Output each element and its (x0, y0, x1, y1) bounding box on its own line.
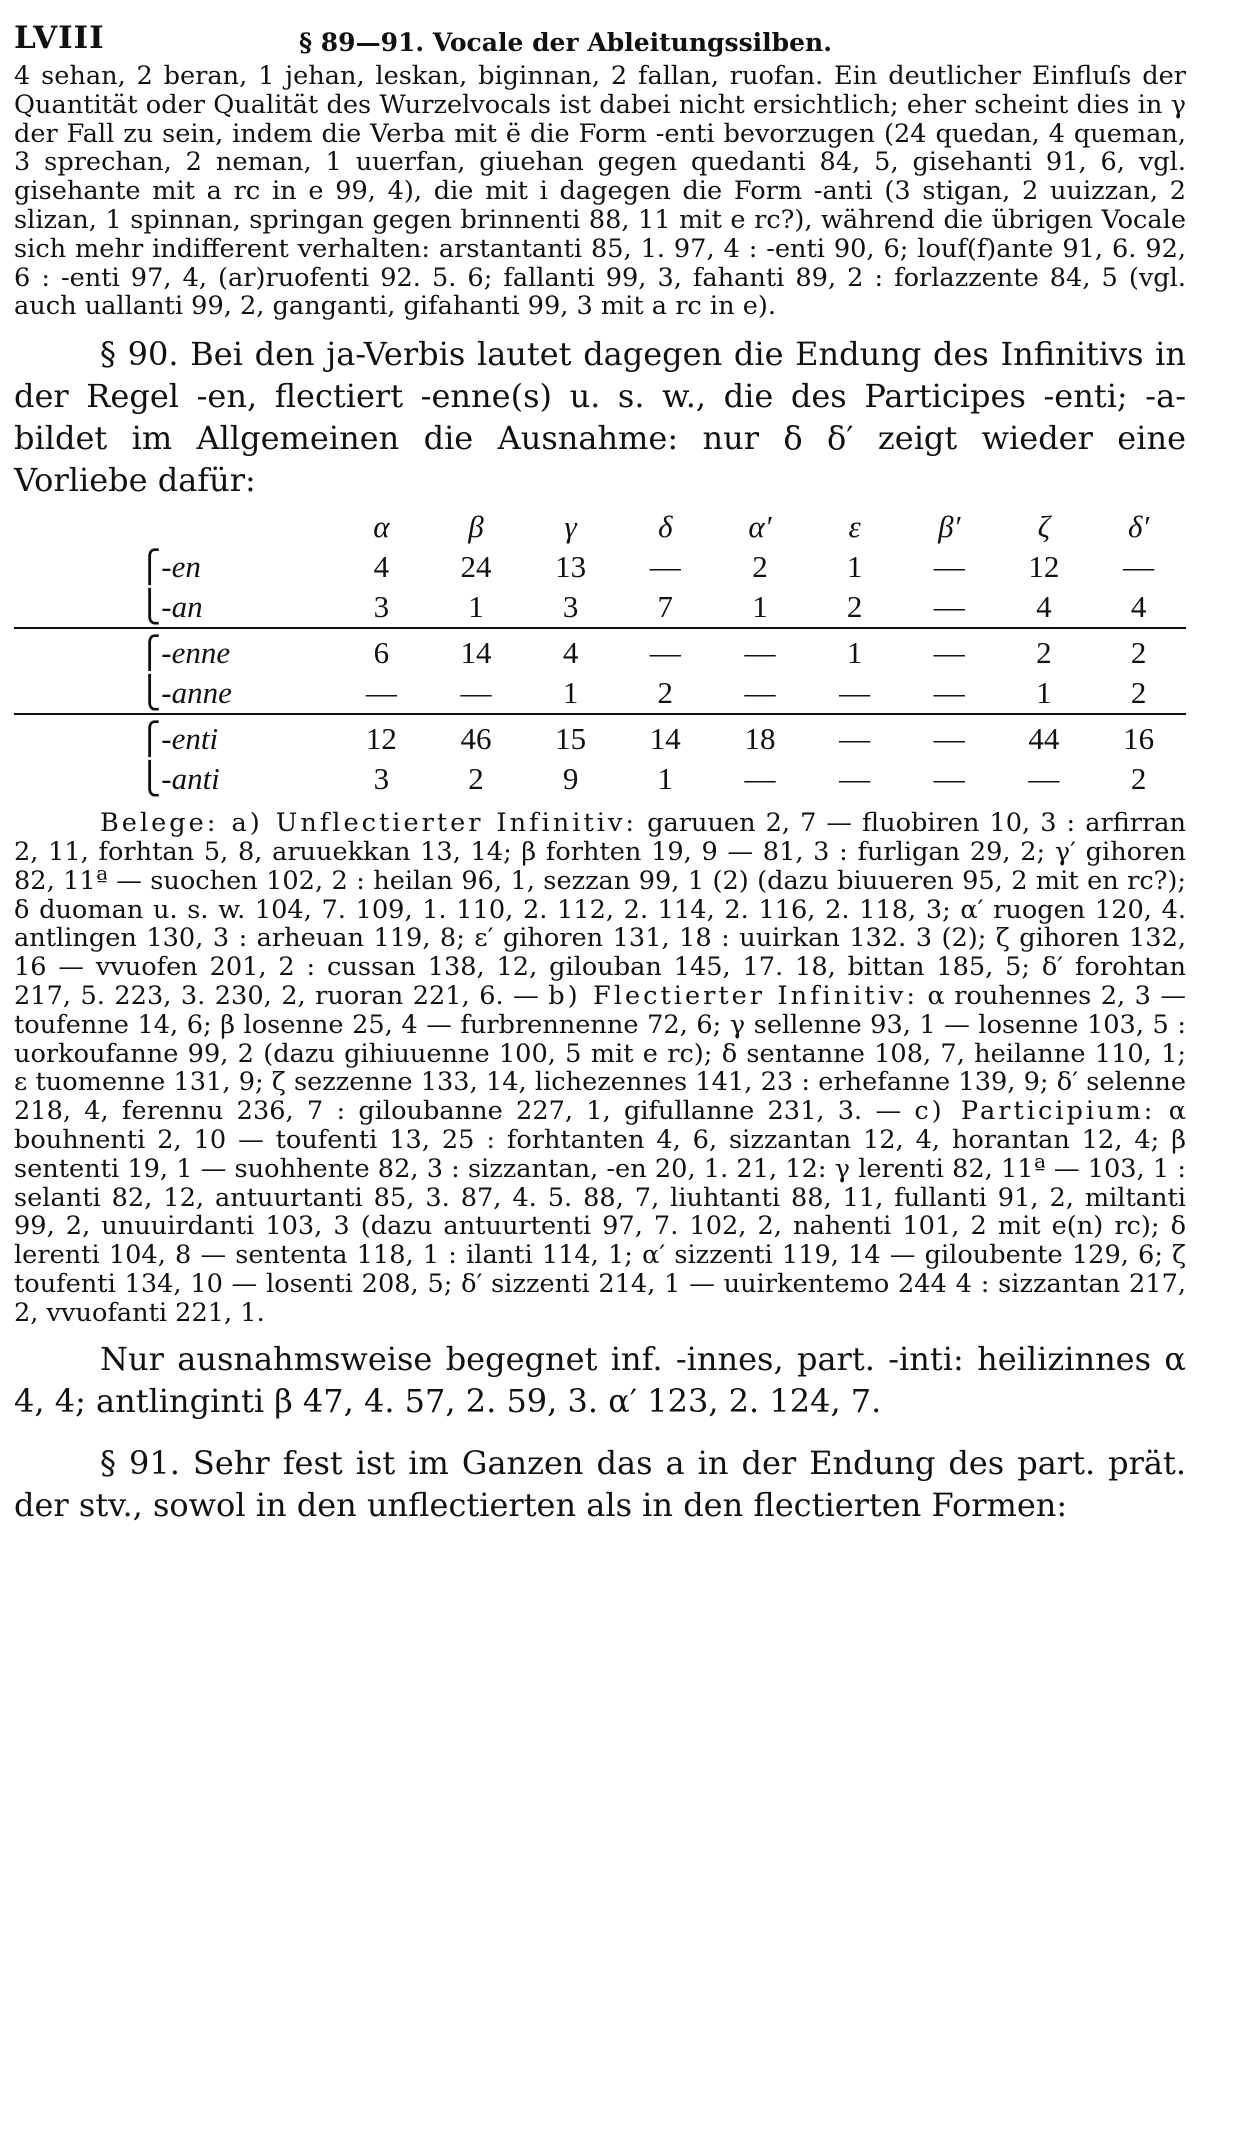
vowel-count-table (14, 507, 1186, 799)
belege-a: garuuen 2, 7 — fluobiren 10, 3 : arfirran 2, 11, forhtan 5, 8, aruuekkan 13, 14; β forhten 19, 9 — 81, 3 : furligan 29, 2; γ′ gihoren 82, 11ª — suochen 102, 2 : heilan 96, 1, sezzan 99, 1 (2) (dazu biuueren 95, 2 mit en rc?); δ duoman u. s. w. 104, 7. 109, 1. 110, 2. 112, 2. 114, 2. 116, 2. 118, 3; α′ ruogen 120, 4. antlingen 130, 3 : arheuan 119, 8; ε′ gihoren 131, 18 : uuirkan 132. 3 (2); ζ gihoren 132, 16 — vvuofen 201, 2 : cussan 138, 12, gilouban 145, 17. 18, bittan 185, 5; δ′ forohtan 217, 5. 223, 3. 230, 2, ruoran 221, 6. — (14, 808, 1187, 1011)
table-cell: 1 (429, 587, 524, 628)
row-label: ⎧-en (138, 549, 201, 585)
table-cell: 14 (460, 635, 492, 671)
table-cell: — (933, 761, 965, 797)
column-header: β′ (938, 509, 961, 545)
table-corner (14, 507, 334, 547)
table-cell: — (713, 673, 808, 714)
table-cell: — (902, 587, 997, 628)
table-cell: — (649, 549, 681, 585)
section-90-text: Bei den ja-Verbis lautet dagegen die Endung des Infinitivs in der Regel -en, flectiert -enne(s) u. s. w., die des Participes -enti; -a- bildet im Allgemeinen die Ausnahme: nur δ δ′ zeigt wieder eine Vorliebe dafür: (14, 335, 1187, 500)
row-label: ⎧-enne (138, 635, 231, 671)
section-91 (14, 1442, 1186, 1526)
section-90 (14, 333, 1186, 501)
row-label: ⎩-anti (138, 761, 220, 797)
table-row (14, 759, 1186, 799)
table-cell: — (1123, 549, 1155, 585)
column-header: β (468, 509, 484, 545)
belege-c: α bouhnenti 2, 10 — toufenti 13, 25 : forhtanten 4, 6, sizzantan 12, 4, horantan 12, 4; β sententi 19, 1 — suohhente 82, 3 : sizzantan, -en 20, 1. 21, 12: γ lerenti 82, 11ª — 103, 1 : selanti 82, 12, antuurtanti 85, 3. 87, 4. 5. 88, 7, liuhtanti 88, 11, fullanti 91, 2, miltanti 99, 2, unuuirdanti 103, 3 (dazu antuurtenti 97, 7. 102, 2, nahenti 101, 2 mit e(n) rc); δ lerenti 104, 8 — sententa 118, 1 : ilanti 114, 1; α′ sizzenti 119, 14 — giloubente 129, 6; ζ toufenti 134, 10 — losenti 208, 5; δ′ sizzenti 214, 1 — uuirkentemo 244 4 : sizzantan 217, 2, vvuofanti 221, 1. (14, 1096, 1187, 1328)
table-cell: 2 (1091, 673, 1186, 714)
belege-b-lead: b) Flectierter Infinitiv: (548, 980, 918, 1011)
table-cell: 12 (1028, 549, 1060, 585)
table-cell: — (933, 635, 965, 671)
column-header: α (373, 509, 390, 545)
table-row (14, 587, 1186, 628)
belege-lead: Belege: a) Unflectierter Infinitiv: (100, 808, 638, 839)
paragraph-top: 4 sehan, 2 beran, 1 jehan, leskan, biginnan, 2 fallan, ruofan. Ein deutlicher Einfluſs der Quantität oder Qualität des Wurzelvocals ist dabei nicht ersichtlich; eher scheint dies in γ der Fall zu sein, indem die Verba mit ë die Form -enti bevorzugen (24 quedan, 4 queman, 3 sprechan, 2 neman, 1 uuerfan, giuehan gegen quedanti 84, 5, gisehanti 91, 6, vgl. gisehante mit a rc in e 99, 4), die mit i dagegen die Form -anti (3 stigan, 2 uuizzan, 2 slizan, 1 spinnan, springan gegen brinnenti 88, 11 mit e rc?), während die übrigen Vocale sich mehr indifferent verhalten: arstantanti 85, 1. 97, 4 : -enti 90, 6; louf(f)ante 91, 6. 92, 6 : -enti 97, 4, (ar)ruofenti 92. 5. 6; fallanti 99, 3, fahanti 89, 2 : forlazzente 84, 5 (vgl. auch uallanti 99, 2, ganganti, gifahanti 99, 3 mit a rc in e). (14, 61, 1186, 322)
column-header: ζ (1037, 509, 1051, 545)
table-cell: 2 (1036, 635, 1052, 671)
table-cell: — (933, 721, 965, 757)
table-cell: — (902, 673, 997, 714)
table-cell: — (1028, 761, 1060, 797)
table-cell: 46 (460, 721, 492, 757)
table-cell: 1 (846, 635, 863, 671)
table-cell: 14 (649, 721, 681, 757)
table-cell: 12 (365, 721, 397, 757)
table-cell: 2 (1130, 635, 1147, 671)
table-cell: 3 (523, 587, 618, 628)
column-header: α′ (748, 509, 772, 545)
table-cell: — (839, 721, 871, 757)
table-cell: 2 (807, 587, 902, 628)
table-cell: 44 (1028, 721, 1060, 757)
table-cell: 4 (997, 587, 1092, 628)
section-91-text: Sehr fest ist im Ganzen das a in der Endung des part. prät. der stv., sowol in den unflectierten als in den flectierten Formen: (14, 1443, 1187, 1524)
row-label: ⎧-enti (138, 721, 219, 757)
column-header: ε (848, 509, 861, 545)
table-cell: 2 (1130, 761, 1147, 797)
table-cell: 1 (846, 549, 863, 585)
table-cell: — (839, 761, 871, 797)
table-cell: — (649, 635, 681, 671)
row-label: ⎩-anne (14, 673, 334, 714)
running-title: § 89—91. Vocale der Ableitungssilben. (299, 28, 832, 57)
table-cell: 24 (460, 549, 492, 585)
page-number: LVIII (14, 20, 105, 56)
table-cell: 1 (523, 673, 618, 714)
table-cell: 15 (555, 721, 587, 757)
column-header: δ′ (1128, 509, 1150, 545)
table-cell: 2 (752, 549, 768, 585)
table-cell: 7 (618, 587, 713, 628)
table-cell: 18 (744, 721, 776, 757)
paragraph-nur: Nur ausnahmsweise begegnet inf. -innes, part. -inti: heilizinnes α 4, 4; antlinginti β 47, 4. 57, 2. 59, 3. α′ 123, 2. 124, 7. (14, 1339, 1186, 1420)
table-cell: — (933, 549, 965, 585)
column-header: γ (564, 509, 577, 545)
row-label: ⎩-an (14, 587, 334, 628)
table-cell: 3 (373, 761, 390, 797)
page-header (14, 18, 1186, 62)
table-cell: — (429, 673, 524, 714)
table-cell: 9 (562, 761, 579, 797)
table-row (14, 714, 1186, 759)
section-91-number: § 91. (100, 1443, 180, 1482)
belege-c-lead: c) Participium: (914, 1096, 1156, 1127)
table-header-row (14, 507, 1186, 547)
table-cell: 2 (468, 761, 484, 797)
table-row (14, 628, 1186, 673)
table-row (14, 547, 1186, 587)
column-header: δ (658, 509, 673, 545)
table-cell: 13 (555, 549, 587, 585)
belege-b: α rouhennes 2, 3 — toufenne 14, 6; β losenne 25, 4 — furbrennenne 72, 6; γ sellenne 93, 1 — losenne 103, 5 : uorkoufanne 99, 2 (dazu gihiuuenne 100, 5 mit e rc); δ sentanne 108, 7, heilanne 110, 1; ε tuomenne 131, 9; ζ sezzenne 133, 14, lichezennes 141, 23 : erhefanne 139, 9; δ′ selenne 218, 4, ferennu 236, 7 : giloubanne 227, 1, gifullanne 231, 3. — (14, 980, 1186, 1127)
table-cell: — (807, 673, 902, 714)
table-cell: 1 (657, 761, 674, 797)
table-row (14, 673, 1186, 714)
table-cell: 1 (997, 673, 1092, 714)
table-cell: 16 (1123, 721, 1155, 757)
table-cell: 4 (562, 635, 579, 671)
table-cell: 1 (713, 587, 808, 628)
table-cell: 4 (1091, 587, 1186, 628)
table-cell: — (334, 673, 429, 714)
table-cell: 4 (373, 549, 390, 585)
table-cell: — (744, 761, 776, 797)
section-90-number: § 90. (100, 335, 179, 374)
table-cell: — (744, 635, 776, 671)
table-cell: 6 (373, 635, 390, 671)
table-cell: 3 (334, 587, 429, 628)
belege-paragraph (14, 809, 1186, 1327)
table-cell: 2 (618, 673, 713, 714)
